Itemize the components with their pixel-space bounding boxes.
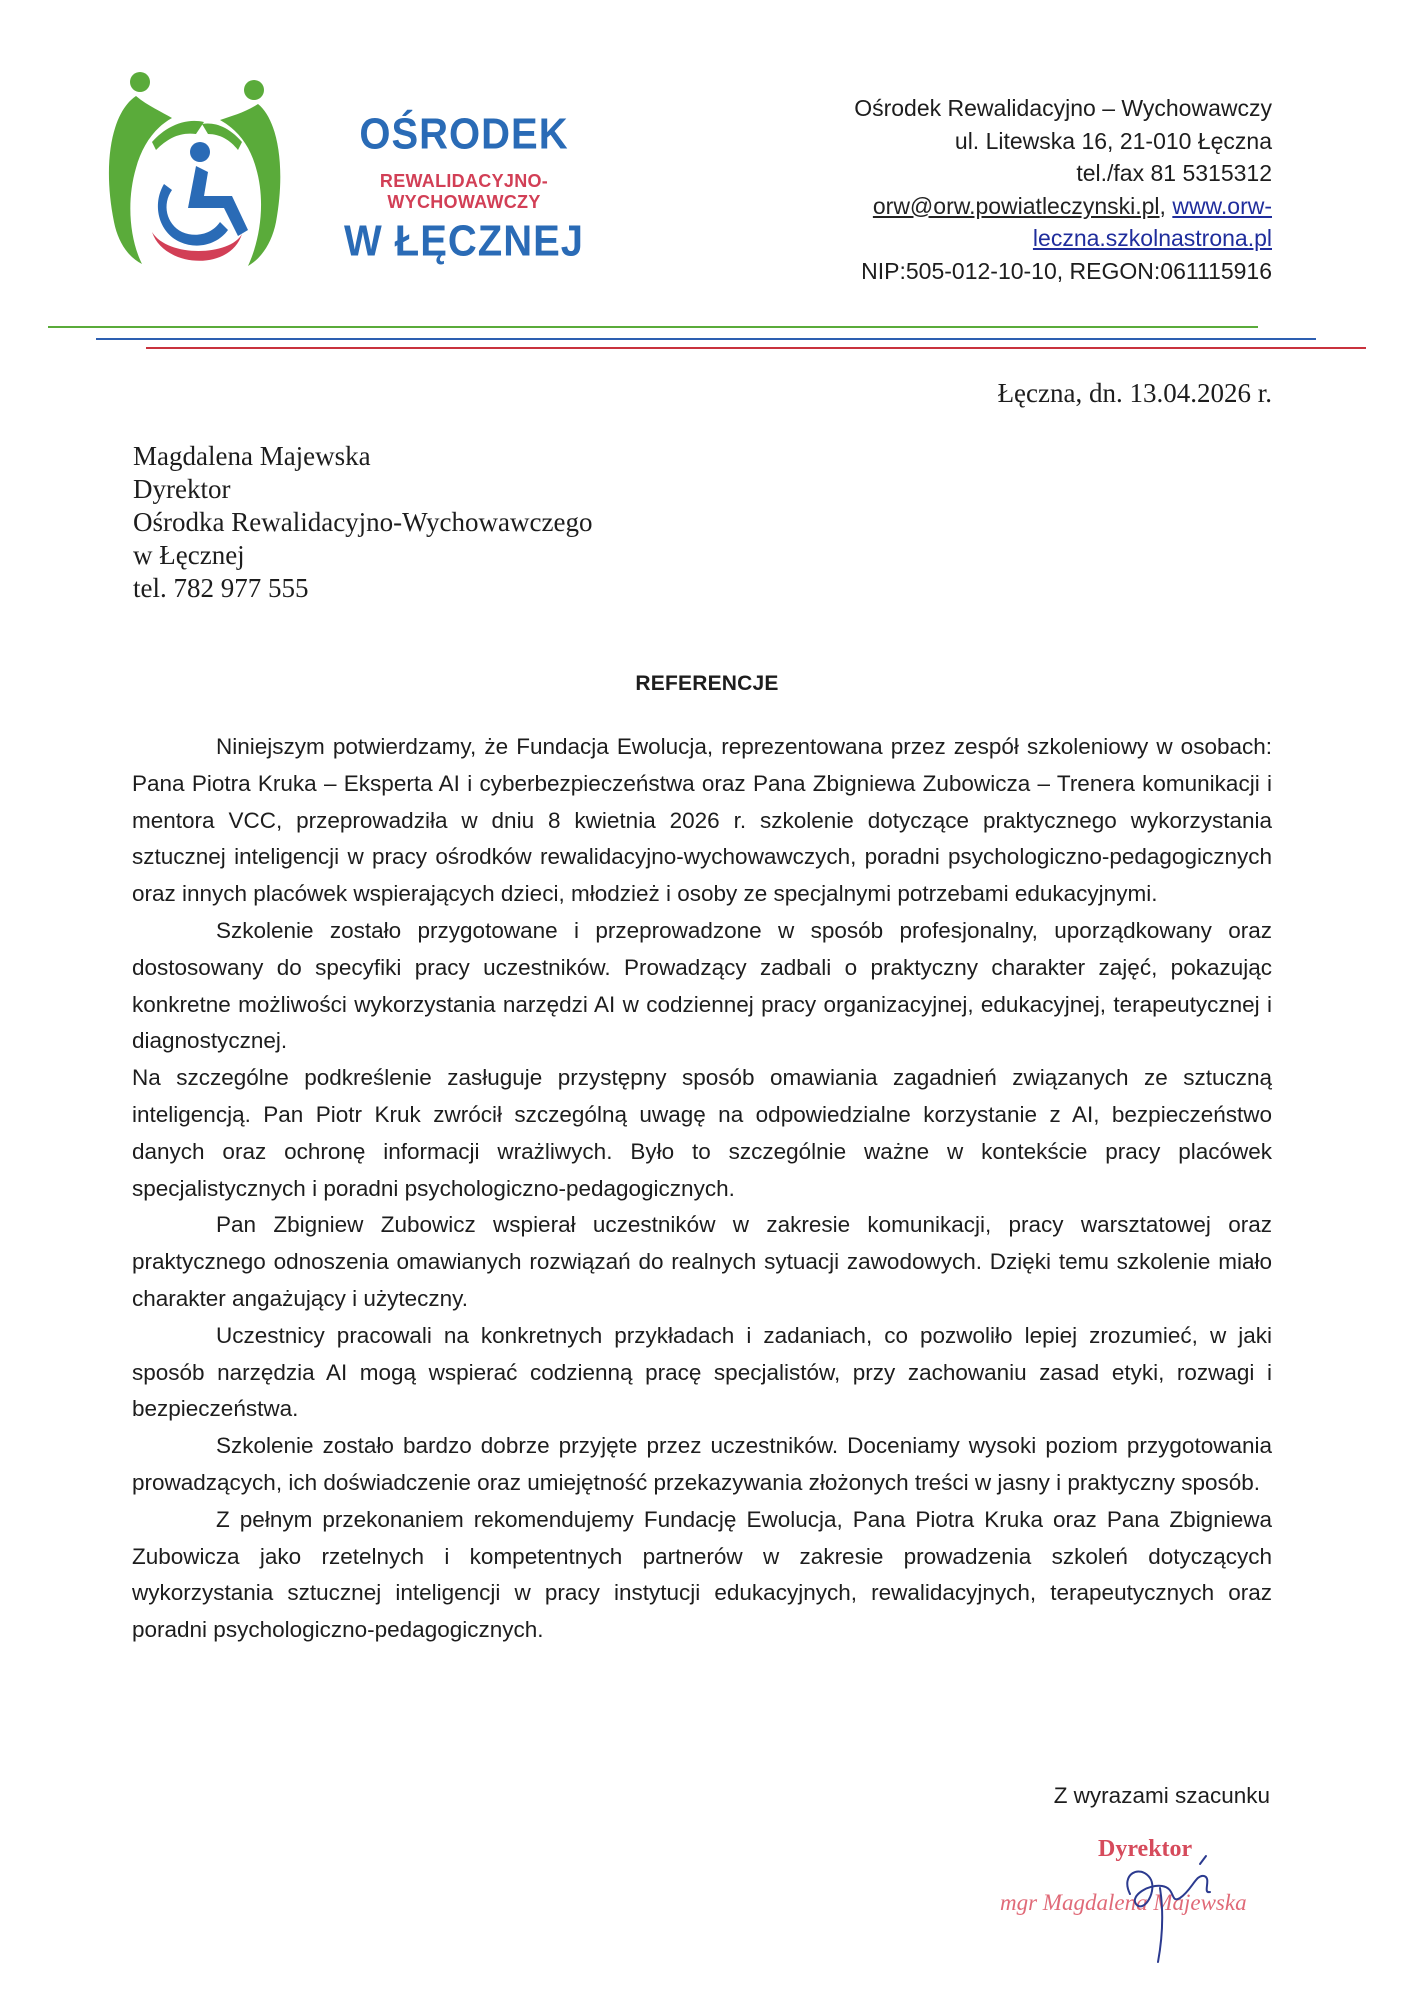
- org-name: Ośrodek Rewalidacyjno – Wychowawczy: [854, 95, 1272, 121]
- signature-stamp: [1000, 1830, 1330, 1970]
- org-phone: tel./fax 81 5315312: [1076, 160, 1272, 186]
- figures-with-wheelchair-icon: [92, 72, 302, 282]
- link-separator: ,: [1159, 192, 1173, 219]
- body-paragraph: Szkolenie zostało bardzo dobrze przyjęte przez uczestników. Doceniamy wysoki poziom przygotowania prowadzących, ich doświadczenie oraz umiejętność przekazywania złożonych treści w jasny i praktyczny sposób.: [132, 1433, 1272, 1495]
- handwritten-signature-icon: [1100, 1844, 1240, 1964]
- logo-text: [304, 109, 624, 266]
- signature-name: mgr Magdalena Majewska: [1000, 1890, 1247, 1915]
- letterhead-divider-red: [146, 347, 1366, 349]
- document-title: REFERENCJE: [635, 672, 779, 695]
- contact-links: [652, 190, 1272, 223]
- body-paragraph: Szkolenie zostało przygotowane i przeprowadzone w sposób profesjonalny, uporządkowany oraz dostosowany do specyfiki pracy uczestników. Prowadzący zadbali o praktyczny charakter zajęć, pokazując konkretne możliwości wykorzystania narzędzi AI w codziennej pracy organizacyjnej, edukacyjnej, terapeutycznej i diagnostycznej.: [132, 917, 1272, 1054]
- body-paragraph: Na szczególne podkreślenie zasługuje przystępny sposób omawiania zagadnień związanych ze sztuczną inteligencją. Pan Piotr Kruk zwrócił szczególną uwagę na odpowiedzialne korzystanie z AI, bezpieczeństwo danych oraz ochronę informacji wrażliwych. Było to szczególnie ważne w kontekście pracy placówek specjalistycznych i poradni psychologiczno-pedagogicznych.: [132, 1065, 1272, 1201]
- website-link-continued[interactable]: leczna.szkolnastrona.pl: [1032, 225, 1272, 251]
- recipient-block: [133, 440, 592, 605]
- letterhead-contact: [652, 92, 1272, 287]
- recipient-position: Dyrektor: [133, 474, 231, 504]
- letter-date: Łęczna, dn. 13.04.2026 r.: [997, 378, 1272, 408]
- organization-logo: [92, 72, 612, 282]
- recipient-name: Magdalena Majewska: [133, 441, 371, 471]
- website-link[interactable]: www.orw-: [1172, 192, 1272, 219]
- letterhead-divider-green: [48, 326, 1258, 328]
- org-tax-ids: NIP:505-012-10-10, REGON:061115916: [861, 257, 1272, 284]
- body-paragraph: Z pełnym przekonaniem rekomendujemy Fundację Ewolucja, Pana Piotra Kruka oraz Pana Zbigniewa Zubowicza jako rzetelnych i kompetentnych partnerów w zakresie prowadzenia szkoleń dotyczących wykorzystania sztucznej inteligencji w pracy instytucji edukacyjnych, rewalidacyjnych, terapeutycznych oraz poradni psychologiczno-pedagogicznych.: [132, 1506, 1272, 1643]
- email-link[interactable]: orw@orw.powiatleczynski.pl: [872, 192, 1160, 219]
- org-address: ul. Litewska 16, 21-010 Łęczna: [954, 127, 1272, 154]
- body-paragraph: Uczestnicy pracowali na konkretnych przykładach i zadaniach, co pozwoliło lepiej zrozumieć, w jaki sposób narzędzia AI mogą wspierać codzienną pracę specjalistów, przy zachowaniu zasad etyki, rozwagi i bezpieczeństwa.: [132, 1322, 1272, 1422]
- body-paragraph: Niniejszym potwierdzamy, że Fundacja Ewolucja, reprezentowana przez zespół szkoleniowy w osobach: Pana Piotra Kruka – Eksperta AI i cyberbezpieczeństwa oraz Pana Zbigniewa Zubowicza – Trenera komunikacji i mentora VCC, przeprowadziła w dniu 8 kwietnia 2026 r. szkolenie dotyczące praktycznego wykorzystania sztucznej inteligencji w pracy ośrodków rewalidacyjno-wychowawczych, poradni psychologiczno-pedagogicznych oraz innych placówek wspierających dzieci, młodzież i osoby ze specjalnymi potrzebami edukacyjnymi.: [132, 734, 1272, 907]
- recipient-institution: Ośrodka Rewalidacyjno-Wychowawczego: [133, 507, 593, 537]
- body-paragraph: Pan Zbigniew Zubowicz wspierał uczestników w zakresie komunikacji, pracy warsztatowej oraz praktycznego odnoszenia omawianych rozwiązań do realnych sytuacji zawodowych. Dzięki temu szkolenie miało charakter angażujący i użyteczny.: [132, 1212, 1272, 1311]
- letter-body: [132, 729, 1272, 1649]
- closing-phrase: Z wyrazami szacunku: [1053, 1783, 1270, 1808]
- recipient-phone: tel. 782 977 555: [133, 573, 309, 603]
- recipient-location: w Łęcznej: [133, 540, 245, 570]
- letterhead-divider-blue: [96, 338, 1316, 340]
- logo-line-1: OŚRODEK: [359, 109, 569, 159]
- signature-role: Dyrektor: [1098, 1836, 1193, 1862]
- logo-line-3: W ŁĘCZNEJ: [343, 216, 585, 266]
- logo-line-2: REWALIDACYJNO-WYCHOWAWCZY: [379, 171, 549, 212]
